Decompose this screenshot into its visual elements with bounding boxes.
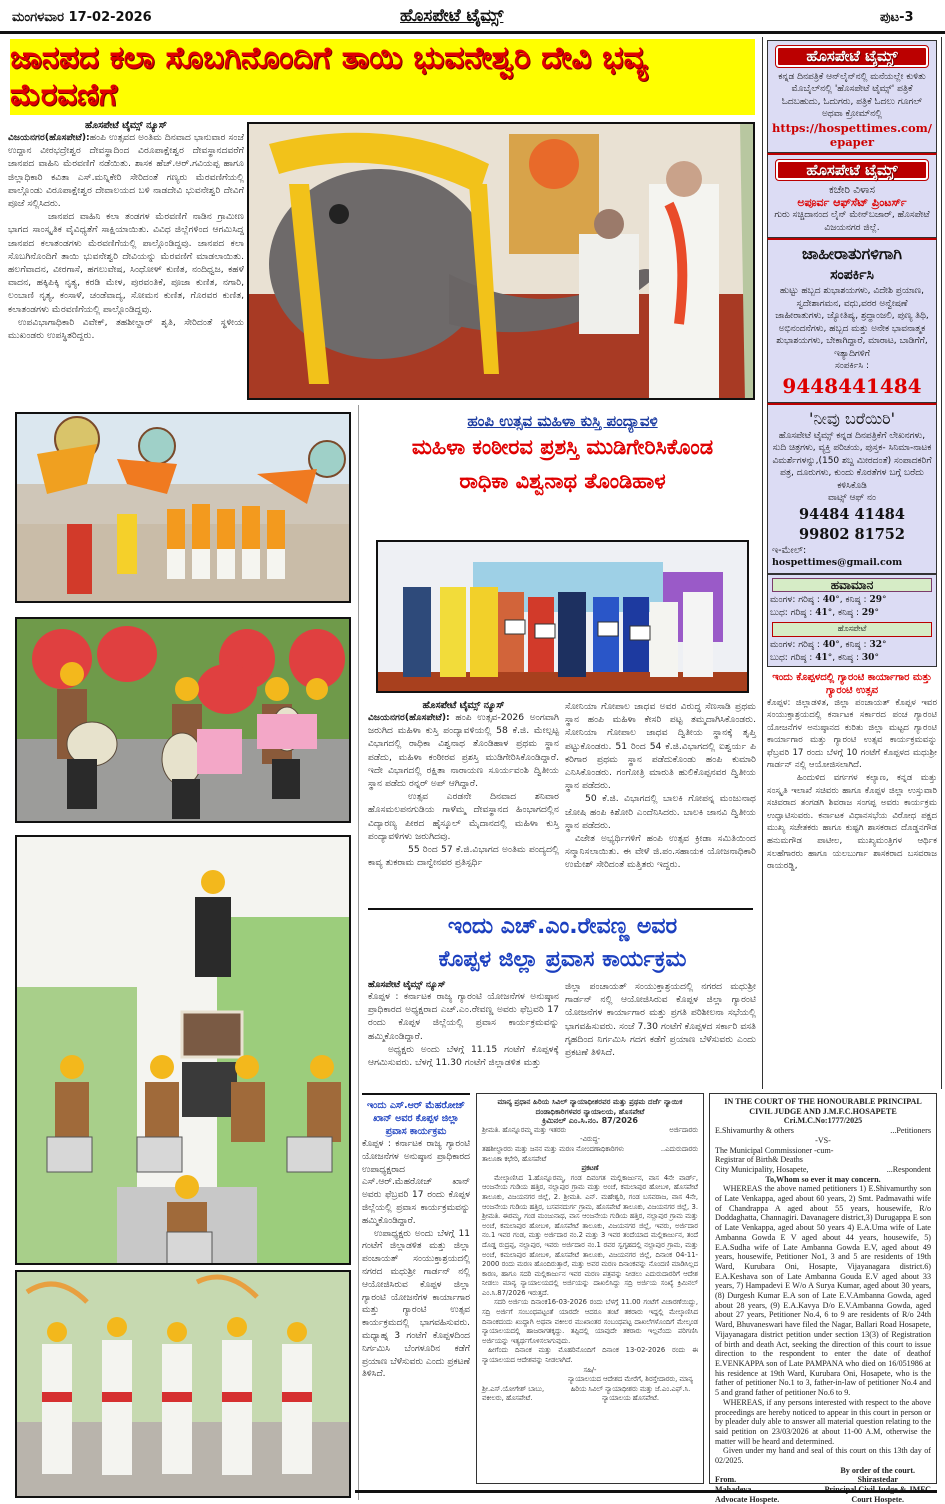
- page-bottom-rule: [355, 1490, 937, 1493]
- kn-sign-block: ನ್ಯಾಯಾಲಯದ ಆದೇಶದ ಮೇರೆಗೆ, ಶಿರಸ್ತೇದಾರರು, ಮಾನ್ಯ ಹಿರಿಯ ಸಿವಿಲ್ ನ್ಯಾಯಾಧೀಶರು ಮತ್ತು ಜೆ.ಎಂ.ಎಫ್.ಸಿ. ನ್ಯಾಯಾಲಯ ಹೊಸಪೇಟೆ.: [567, 1375, 694, 1403]
- separator: :: [806, 652, 816, 663]
- en-court-title-1: IN THE COURT OF THE HONOURABLE PRINCIPAL: [724, 1097, 922, 1106]
- lead-paragraph-2: ಜಾನಪದ ವಾಹಿನಿ ಕಲಾ ತಂಡಗಳ ಮೆರವಣಿಗೆ ನಾಡಿನ ಗ್ರಾಮೀಣ ಭಾಗದ ಸಾಂಸ್ಕೃತಿಕ ವೈವಿಧ್ಯತೆಗೆ ಸಾಕ್ಷಿಯಾಯಿತು. ವಿವಿಧ ಜಿಲ್ಲೆಗಳಿಂದ ಆಗಮಿಸಿದ್ದ ಜಾನಪದ ಕಲಾತಂಡಗಳು ಮೆರವಣಿಗೆಯಲ್ಲಿ ಪಾಲ್ಗೊಂಡಿದ್ದವು. ಜಾನಪದ ಕಲಾ ಸೊಬಗಿನೊಂದಿಗೆ ತಾಯಿ ಭುವನೇಶ್ವರಿ ದೇವಿಯನ್ನು ಮೆರವಣಿಗೆ ಮಾಡಲಾಯಿತು. ಹಲಗೆವಾದನ, ವೀರಗಾಸೆ, ಹಗಲುವೇಷ, ಸಿಂಧೋಳ್ ಕುಣಿತ, ನಂದಿಧ್ವಜ, ಕಹಳೆ ವಾದನ, ಹಕ್ಕಿಪಿಕ್ಕಿ ನೃತ್ಯ, ಕರಡಿ ಮೇಳ, ಪುರವಂತಿಕೆ, ಪೂಜಾ ಕುಣಿತ, ನಗಾರಿ, ಲಂಬಾಣಿ ನೃತ್ಯ, ಕಂಸಾಳೆ, ಚಂಡೆವಾದ್ಯ, ಸೋಮನ ಕುಣಿತ, ಗೊರವರ ಕುಣಿತ, ಕಲಾತಂಡಗಳು ಮೆರವಣಿಗೆಯಲ್ಲಿ ಪಾಲ್ಗೊಂಡಿದ್ದವು.: [8, 211, 244, 315]
- en-case-number: Cri.M.C.No:1777/2025: [783, 1116, 863, 1126]
- weather-min-label: ಕನಿಷ್ಠ: [845, 595, 861, 605]
- you-write-title: 'ನೀವು ಬರೆಯಿರಿ': [809, 408, 895, 428]
- wrestling-kicker: ಹಂಪಿ ಉತ್ಸವ ಮಹಿಳಾ ಕುಸ್ತಿ ಪಂದ್ಯಾವಳಿ: [467, 412, 658, 430]
- weather-min-label: ಕನಿಷ್ಠ: [837, 608, 854, 618]
- hospet-times-logo-2: ಹೊಸಪೇಟೆ ಟೈಮ್ಸ್: [776, 160, 928, 181]
- wrestling-paragraph-4: ಸೋನಿಯಾ ಗೋಪಾಲ ಜಾಧವ ಅವರ ವಿರುದ್ಧ ಸೆಣಸಾಡಿ ಪ್ರಥಮ ಸ್ಥಾನ ಹಂಪಿ ಮಹಿಳಾ ಕೇಸರಿ ಪಟ್ಟ ತಮ್ಮದಾಗಿಸಿಕೊಂಡರು. ಸೋನಿಯಾ ಗೋಪಾಲ ಜಾಧವ ದ್ವಿತೀಯ ಸ್ಥಾನಕ್ಕೆ ತೃಪ್ತಿ ಪಟ್ಟುಕೊಂಡರು. 51 ರಿಂದ 54 ಕೆ.ಜಿ.ವಿಭಾಗದಲ್ಲಿ ಐಶ್ವರ್ಯ ಪಿ ಕರಿಗಾರ ಪ್ರಥಮ ಸ್ಥಾನ ಪಡೆದುಕೊಂಡು ಹಂಪಿ ಕುಮಾರಿ ಎನಿಸಿಕೊಂಡರು. ಗಂಗೋತ್ರಿ ಮಾರುತಿ ಹುಲಿಕೊಪ್ಪನವರ ದ್ವಿತೀಯ ಸ್ಥಾನ ಪಡೆದರು.: [565, 701, 756, 792]
- banner-headline: ಜಾನಪದ ಕಲಾ ಸೊಬಗಿನೊಂದಿಗೆ ತಾಯಿ ಭುವನೇಶ್ವರಿ ದೇವಿ ಭವ್ಯ ಮೆರವಣಿಗೆ: [10, 39, 755, 115]
- email-address[interactable]: hospettimes@gmail.com: [772, 557, 903, 568]
- en-versus: -VS-: [815, 1135, 831, 1145]
- en-respondent-row: [715, 1165, 931, 1175]
- kn-petitioner: ಶ್ರೀಮತಿ. ಹೊನ್ನೂರಮ್ಮ ಮತ್ತು ಇತರರು: [482, 1125, 567, 1134]
- wrestling-p1-text: ಹಂಪಿ ಉತ್ಸವ-2026 ಅಂಗವಾಗಿ ಜರುಗಿದ ಮಹಿಳಾ ಕುಸ್ತಿ ಪಂದ್ಯಾವಳಿಯಲ್ಲಿ 58 ಕೆ.ಜಿ. ಮೇಲ್ಪಟ್ಟ ವಿಭಾಗದಲ್ಲಿ ರಾಧಿಕಾ ವಿಶ್ವನಾಥ ತೊಂಡಿಹಾಳ ಪ್ರಥಮ ಸ್ಥಾನ ಪಡೆದು, ಮಹಿಳಾ ಕಂಠೀರವ ಪ್ರಶಸ್ತಿ ಮುಡಿಗೇರಿಸಿಕೊಂಡಿದ್ದಾರೆ. ಇದೇ ವಿಭಾಗದಲ್ಲಿ ರಕ್ಷಿತಾ ನಾರಾಯಣ ಸೂರ್ಯವಂಶಿ ದ್ವಿತೀಯ ಸ್ಥಾನ ಪಡೆದು ರನ್ನರ್ ಅಪ್ ಆಗಿದ್ದಾರೆ.: [368, 712, 559, 790]
- photo-drummers: [15, 617, 351, 823]
- weather-day: ಮಂಗಳ: [770, 639, 793, 650]
- weather-row: [770, 652, 934, 665]
- degree-sign: °,: [827, 652, 838, 663]
- advertise-contact-title: ಸಂಪರ್ಕಿಸಿ: [830, 267, 874, 283]
- revanna-body: [368, 980, 756, 1069]
- revanna-column-1: [368, 980, 559, 1069]
- office-label: ಕಚೇರಿ ವಿಳಾಸ: [829, 184, 875, 196]
- en-order-2: Shirastedar: [857, 1475, 898, 1485]
- kannada-court-notice: [476, 1093, 704, 1484]
- human-tower-illustration: [17, 837, 351, 1265]
- kn-advocate: ಶ್ರೀ.ಎಸ್.ಯೋಗೇಶ್ ಬಾಬು, ವಕೀಲರು, ಹೊಸಪೇಟೆ.: [482, 1384, 545, 1403]
- kn-versus: -ವಿರುದ್ಧ-: [580, 1135, 600, 1144]
- kn-notice-body-1: ಮೇಲ್ಕಾಣಿಸಿದ 1.ಹೊನ್ನೂರಮ್ಮ, ಗಂಡ ದಿವಂಗತ ಮಲ್ಲಿಕಾರ್ಜುನ, ವಾಸ 4ನೇ ವಾರ್ಡ್, ಆಂಜನೇಯ ಗುಡಿಯ ಹತ್ತಿರ, ನಲ್ಲಾಪುರ ಗ್ರಾಮ ಮತ್ತು ಅಂಚೆ, ಕಮಲಾಪುರ ಹೋಬಳಿ, ಹೊಸಪೇಟೆ ತಾಲೂಕು, ವಿಜಯನಗರ ಜಿಲ್ಲೆ, 2. ಶ್ರೀಮತಿ. ಎನ್. ಮಹೇಶ್ವರಿ, ಗಂಡ ಬಸವರಾಜ, ವಾಸ 4ನೇ, ಆಂಜನೇಯ ಗುಡಿಯ ಹತ್ತಿರ, ಬಸವನದುರ್ಗ ಗ್ರಾಮ, ಹೊಸಪೇಟೆ ತಾಲೂಕು, ವಿಜಯನಗರ ಜಿಲ್ಲೆ, 3. ಶ್ರೀಮತಿ. ಈರಮ್ಮ, ಗಂಡ ಮಂಜುನಾಥ, ವಾಸ ಆಂಜನೇಯ ಗುಡಿಯ ಹತ್ತಿರ, ನಲ್ಲಾಪುರ ಗ್ರಾಮ ಮತ್ತು ಅಂಚೆ, ಕಮಲಾಪುರ ಹೋಬಳಿ, ಹೊಸಪೇಟೆ ತಾಲೂಕು, ವಿಜಯನಗರ ಜಿಲ್ಲೆ, ಇವರು, ಅರ್ಜಿದಾರ ನಂ.1 ಇವರ ಗಂಡ, ಮತ್ತು ಅರ್ಜಿದಾರ ನಂ.2 ಮತ್ತು 3 ಇವರ ತಂದೆಯಾದ ಮಲ್ಲಿಕಾರ್ಜುನ, ತಂದೆ ದೊಡ್ಡ ರುದ್ರಪ್ಪ, ನಲ್ಲಾಪುರ, ಇವರು ಅರ್ಜಿದಾರ ನಂ.1 ರವರ ಸ್ವಗೃಹದಲ್ಲಿ ನಲ್ಲಾಪುರ ಗ್ರಾಮ, ಮತ್ತು ಅಂಚೆ, ಕಮಲಾಪುರ ಹೋಬಳಿ, ಹೊಸಪೇಟೆ ತಾಲೂಕು, ವಿಜಯನಗರ ಜಿಲ್ಲೆ, ದಿನಾಂಕ 04-11-2000 ರಂದು ಮರಣ ಹೊಂದಿರುತ್ತಾರೆ, ಮತ್ತು ಅವರ ಮರಣ ದಿನಾಂಕವನ್ನು ನೊಂದಣಿ ಮಾಡಿಸಿಲ್ಲದ ಕಾರಣ, ಹಾಗೂ ಸದರಿ ಮಲ್ಲಿಕಾರ್ಜುನ ಇವರ ಮರಣ ಪತ್ರವನ್ನು ನೀಡಲು ಎದುರುದಾರರಿಗೆ ಆದೇಶ ನೀಡಲು ಮಾನ್ಯ ನ್ಯಾಯಾಲಯದಲ್ಲಿ ಅರ್ಜಿಯನ್ನು ದಾಖಲಿಸಿದ್ದು ಸದ್ರಿ ಅರ್ಜಿಯ ಸಂಖ್ಯೆ ಕ್ರಿಮಿನಲ್ ಎಂ.ಸಿ.87/2026 ಇರುತ್ತದೆ.: [482, 1173, 698, 1297]
- printer-name: ಅಪೂರ್ವ ಆಫ್‌ಸೆಟ್ ಪ್ರಿಂಟರ್ಸ್: [797, 195, 907, 209]
- weather-day: ಬುಧ: [770, 652, 785, 663]
- newspaper-title: ಹೊಸಪೇಟೆ ಟೈಮ್ಸ್: [400, 6, 504, 26]
- wrestling-headline-2: ರಾಧಿಕಾ ವಿಶ್ವನಾಥ ತೊಂಡಿಹಾಳ: [459, 469, 666, 493]
- photo-human-tower: [15, 835, 351, 1265]
- epaper-url-line-2[interactable]: epaper: [829, 134, 875, 149]
- en-petitioner-row: [715, 1126, 931, 1136]
- en-body-2: WHEREAS, if any persons interested with respect to the above proceedings are hereby noticed to appear in this court in person or by pleader duly able to answer all material question relating to the said petition on 23/03/2026 at about 11-00 A.M, otherwise the matter will be heard and determined.: [715, 1397, 931, 1446]
- en-petitioner: E.Shivamurthy & others: [715, 1126, 794, 1136]
- degree-sign: °,: [827, 608, 838, 618]
- en-order-4: Court Hospete.: [851, 1494, 905, 1504]
- separator: :: [813, 639, 823, 650]
- en-petitioner-role: ...Petitioners: [890, 1126, 931, 1136]
- weather-max-label: ಗರಿಷ್ಠ: [798, 639, 814, 650]
- en-respondent-role: ...Respondent: [886, 1164, 931, 1174]
- separator: :: [792, 639, 799, 650]
- weather-min: 29: [869, 595, 882, 605]
- wrestling-paragraph-1: [368, 711, 559, 790]
- kn-signature: ಸಹಿ/-: [583, 1365, 597, 1374]
- epaper-url-line-1[interactable]: https://hospettimes.com/: [772, 120, 933, 135]
- weather-max: 41: [815, 608, 828, 618]
- ad-epaper-text: ಕನ್ನಡ ದಿನಪತ್ರಿಕೆ ಆನ್‌ಲೈನ್‌ನಲ್ಲಿ ಮನೆಯಲ್ಲೇ ಕುಳಿತು ಮೊಬೈಲ್‌ನಲ್ಲಿ 'ಹೊಸಪೇಟೆ ಟೈಮ್ಸ್' ಪತ್ರಿಕೆ ಓದಬಹುದು, ಓದುಗರು, ಪತ್ರಿಕೆ ಓದಲು ಗೂಗಲ್ ಅಥವಾ ಕ್ರೋಮ್‌ನಲ್ಲಿ: [778, 71, 926, 119]
- degree-sign: °,: [835, 639, 846, 650]
- mehroz-paragraph-2: ಉಪಾಧ್ಯಕ್ಷರು ಅಂದು ಬೆಳಗ್ಗೆ 11 ಗಂಟೆಗೆ ಜಿಲ್ಲಾಡಳಿತ ಮತ್ತು ಜಿಲ್ಲಾ ಪಂಚಾಯತ್ ಸಂಯುಕ್ತಾಶ್ರಯದಲ್ಲಿ ನಗರದ ಮಧುಶ್ರೀ ಗಾರ್ಡನ್ ನಲ್ಲಿ ಆಯೋಜಿಸಿರುವ ಕೊಪ್ಪಳ ಜಿಲ್ಲಾ ಗ್ಯಾರಂಟಿ ಯೋಜನೆಗಳ ಕಾರ್ಯಾಗಾರ ಮತ್ತು ಗ್ಯಾರಂಟಿ ಉತ್ಸವ ಕಾರ್ಯಕ್ರಮದಲ್ಲಿ ಭಾಗವಹಿಸುವರು. ಮಧ್ಯಾಹ್ನ 3 ಗಂಟೆಗೆ ಕೊಪ್ಪಳದಿಂದ ನಿರ್ಗಮಿಸಿ ಬೆಂಗಳೂರಿನ ಕಡೆಗೆ ಪ್ರಯಾಣ ಬೆಳೆಸುವರು ಎಂದು ಪ್ರಕಟಣೆ ತಿಳಿಸಿದೆ.: [362, 1228, 470, 1380]
- weather-max: 40: [822, 639, 836, 650]
- en-body-3: Given under my hand and seal of this court on this 13th day of 02/2025.: [715, 1446, 931, 1466]
- photo-dancers-white: [15, 1270, 351, 1498]
- revanna-column-2: [565, 980, 756, 1069]
- advertise-contact-label: ಸಂಪರ್ಕಿಸಿ :: [834, 361, 870, 371]
- en-order-1: By order of the court.: [840, 1465, 916, 1475]
- separator: :: [792, 595, 799, 605]
- kn-respondent-role: ..ಎದುರುದಾರರು: [660, 1144, 698, 1153]
- whatsapp-number-1[interactable]: 94484 41484: [799, 505, 905, 523]
- weather-title: ಹವಾಮಾನ: [772, 578, 932, 593]
- page-number: ಪುಟ-3: [880, 10, 914, 25]
- en-court-title-2: CIVIL JUDGE AND J.M.F.C.HOSAPETE: [749, 1106, 897, 1116]
- guarantee-paragraph-2: ಹಿಂದುಳಿದ ವರ್ಗಗಳ ಕಲ್ಯಾಣ, ಕನ್ನಡ ಮತ್ತು ಸಂಸ್ಕೃತಿ ಇಲಾಖೆ ಸಚಿವರು ಹಾಗೂ ಕೊಪ್ಪಳ ಜಿಲ್ಲಾ ಉಸ್ತುವಾರಿ ಸಚಿವರಾದ ತಂಗಡಗಿ ಶಿವರಾಜ ಸಂಗಪ್ಪ ಅವರು ಕಾರ್ಯಕ್ರಮ ಉದ್ಘಾಟಿಸುವರು. ಕರ್ನಾಟಕ ವಿಧಾನಸಭೆಯ ವಿರೋಧ ಪಕ್ಷದ ಮುಖ್ಯ ಸಚೇತಕರು ಹಾಗೂ ಕುಷ್ಟಗಿ ಶಾಸಕರಾದ ದೊಡ್ಡನಗೌಡ ಹನುಮಗೌಡ ಪಾಟೀಲ, ಮುಖ್ಯಮಂತ್ರಿಗಳ ಆರ್ಥಿಕ ಸಲಹೆಗಾರರು ಹಾಗೂ ಯಲಬುರ್ಗಾ ಶಾಸಕರಾದ ಬಸವರಾಜ ರಾಯರಡ್ಡಿ,: [767, 773, 937, 872]
- degree-sign: °: [881, 639, 887, 650]
- en-respondent-2: Registrar of Birth& Deaths: [715, 1155, 803, 1165]
- folk-troupe-illustration: [17, 414, 351, 603]
- lead-paragraph-1: [8, 131, 244, 210]
- lead-story: [8, 120, 244, 342]
- weather-max: 41: [815, 652, 828, 663]
- wrestling-paragraph-3: 55 ರಿಂದ 57 ಕೆ.ಜಿ.ವಿಭಾಗದ ಅಂತಿಮ ಪಂದ್ಯದಲ್ಲಿ ಕಾವ್ಯ ತುಕರಾಮ ದಾನ್ವೇನವರ ಪ್ರತಿಸ್ಪರ್ಧಿ: [368, 844, 559, 869]
- photo-folk-troupe-flags: [15, 412, 351, 603]
- lead-byline: ಹೊಸಪೇಟೆ ಟೈಮ್ಸ್ ನ್ಯೂಸ್: [85, 120, 167, 131]
- you-write-text: ಹೊಸಪೇಟೆ ಟೈಮ್ಸ್ ಕನ್ನಡ ದಿನಪತ್ರಿಕೆಗೆ ಲೇಖನಗಳು, ಸುದಿ ಚಿತ್ರಗಳು, ವ್ಯಕ್ತಿ ಪರಿಚಯ, ಪುಸ್ತಕ- ಸಿನಿಮಾ-ನಾಟಕ ವಿಮರ್ಶೆಗಳನ್ನು,(150 ಶಬ್ದ ಮೀರದಂತೆ) ಸಂಪಾದಕರಿಗೆ ಪತ್ರ, ದೂರುಗಳು, ಕುಂದು ಕೊರತೆಗಳ ಬಗ್ಗೆ ಬರೆದು ಕಳಿಸಿಕೊಡಿ: [772, 430, 932, 491]
- weather-row: [770, 607, 934, 620]
- en-from-1: From.: [715, 1475, 737, 1485]
- weather-box: [767, 574, 937, 667]
- wrestling-paragraph-2: ಉತ್ಸವ ಎರಡನೇ ದಿನವಾದ ಶನಿವಾರ ಹೊಸಮಲಪನಗುಡಿಯ ಗಾಳೆಮ್ಮ ದೇವಸ್ಥಾನದ ಹಿಂಭಾಗದಲ್ಲಿನ ವಿದ್ಯಾರಣ್ಯ ಪೀಠದ ಹೈಸ್ಕೂಲ್ ಮೈದಾನದಲ್ಲಿ ಮಹಿಳಾ ಕುಸ್ತಿ ಪಂದ್ಯಾವಳಿಗಳು ಜರುಗಿದವು.: [368, 791, 559, 842]
- kn-case-number: ಕ್ರಿಮಿನಲ್ ಎಂ.ಸಿ.ನಂ. 87/2026: [542, 1116, 638, 1126]
- weather-min-label: ಕನಿಷ್ಠ: [845, 639, 861, 650]
- lead-p1-text: ಹಂಪಿ ಉತ್ಸವದ ಅಂತಿಮ ದಿನವಾದ ಭಾನುವಾರ ಸಂಜೆ ಉದ್ದಾನ ವೀರಭದ್ರೇಶ್ವರ ದೇವಸ್ಥಾದಿಂದ ವಿರೂಪಾಕ್ಷೇಶ್ವರ ದೇವಸ್ಥಾನದವರೆಗೆ ಜಾನಪದ ವಾಹಿನಿ ಮೆರವಣಿಗೆ ನಡೆಯಿತು. ಶಾಸಕ ಹೆಚ್.ಆರ್.ಗವಿಯಪ್ಪ ಹಾಗೂ ಜಿಲ್ಲಾಧಿಕಾರಿ ಕವಿತಾ ಎಸ್.ಮನ್ನಿಕೇರಿ ಸೇರಿದಂತೆ ಗಣ್ಯರು ಮೆರವಣಿಗೆಯಲ್ಲಿ ಪಾಲ್ಗೊಂಡು ವಿರೂಪಾಕ್ಷೇಶ್ವರ ದೇವಾಲಯದ ಬಳಿ ನಾಡದೇವಿ ಭುವನೇಶ್ವರಿ ದೇವಿಗೆ ಪೂಜೆ ಸಲ್ಲಿಸಿದರು.: [8, 132, 244, 210]
- hospet-times-logo: ಹೊಸಪೇಟೆ ಟೈಮ್ಸ್: [776, 46, 928, 67]
- degree-sign: °,: [835, 595, 846, 605]
- revanna-paragraph-3: ಜಿಲ್ಲಾ ಪಂಚಾಯತ್ ಸಂಯುಕ್ತಾಶ್ರಯದಲ್ಲಿ ನಗರದ ಮಧುಶ್ರೀ ಗಾರ್ಡನ್ ನಲ್ಲಿ ಆಯೋಜಿಸಿರುವ ಕೊಪ್ಪಳ ಜಿಲ್ಲಾ ಗ್ಯಾರಂಟಿ ಯೋಜನೆಗಳ ಕಾರ್ಯಾಗಾರ ಮತ್ತು ಪ್ರಗತಿ ಪರಿಶೀಲನಾ ಸಭೆಯಲ್ಲಿ ಭಾಗವಹಿಸುವರು. ಸಂಜೆ 7.30 ಗಂಟೆಗೆ ಕೊಪ್ಪಳದ ಸರ್ಕಾರಿ ವಸತಿ ಗೃಹದಿಂದ ನಿರ್ಗಮಿಸಿ ಗದಗ ಕಡೆಗೆ ಪ್ರಯಾಣ ಬೆಳೆಸುವರು ಎಂದು ಪ್ರಕಟಣೆ ತಿಳಿಸಿದೆ.: [565, 981, 756, 1059]
- guarantee-headline: ಇಂದು ಕೊಪ್ಪಳದಲ್ಲಿ ಗ್ಯಾರಂಟಿ ಕಾರ್ಯಾಗಾರ ಮತ್ತು ಗ್ಯಾರಂಟಿ ಉತ್ಸವ: [772, 671, 932, 696]
- weather-city: ಹೊಸಪೇಟೆ: [772, 622, 932, 637]
- guarantee-paragraph-1: ಕೊಪ್ಪಳ: ಜಿಲ್ಲಾಡಳಿತ, ಜಿಲ್ಲಾ ಪಂಚಾಯತ್ ಕೊಪ್ಪಳ ಇವರ ಸಂಯುಕ್ತಾಶ್ರಯದಲ್ಲಿ ಕರ್ನಾಟಕ ಸರ್ಕಾರದ ಪಂಚ ಗ್ಯಾರಂಟಿ ಯೋಜನೆಗಳ ಅನುಷ್ಠಾನದ ಕುರಿತು ಜಿಲ್ಲಾ ಮಟ್ಟದ ಗ್ಯಾರಂಟಿ ಕಾರ್ಯಾಗಾರ ಮತ್ತು ಗ್ಯಾರಂಟಿ ಉತ್ಸವ ಕಾರ್ಯಕ್ರಮವನ್ನು ಫೆಬ್ರವರಿ 17 ರಂದು ಬೆಳಗ್ಗೆ 10 ಗಂಟೆಗೆ ಕೊಪ್ಪಳದ ಮಧುಶ್ರೀ ಗಾರ್ಡನ್ ನಲ್ಲಿ ಆಯೋಜಿಸಲಾಗಿದೆ.: [767, 697, 937, 771]
- kn-notice-body-3: ಹೀಗೆಂದು ದಿನಾಂಕ ಮತ್ತು ಮೊಹರಿನೊಂದಿಗೆ ದಿನಾಂಕ 13-02-2026 ರಂದು ಈ ನ್ಯಾಯಾಲಯದ ಆದೇಶವನ್ನು ನೀಡಲಾಗಿದೆ.: [482, 1346, 698, 1365]
- column-divider: [358, 405, 359, 1500]
- mehroz-story: [362, 1093, 470, 1381]
- wrestling-byline: ಹೊಸಪೇಟೆ ಟೈಮ್ಸ್ ನ್ಯೂಸ್: [422, 700, 505, 711]
- lead-dateline: ವಿಜಯನಗರ(ಹೊಸಪೇಟೆ):: [8, 132, 90, 143]
- weather-city-rows: [770, 639, 934, 665]
- mehroz-paragraph-1: ಕೊಪ್ಪಳ : ಕರ್ನಾಟಕ ರಾಜ್ಯ ಗ್ಯಾರಂಟಿ ಯೋಜನೆಗಳ ಅನುಷ್ಠಾನ ಪ್ರಾಧಿಕಾರದ ಉಪಾಧ್ಯಕ್ಷರಾದ ಎಸ್.ಆರ್.ಮೆಹರೋಜ್ ಖಾನ್ ಅವರು ಫೆಬ್ರವರಿ 17 ರಂದು ಕೊಪ್ಪಳ ಜಿಲ್ಲೆಯಲ್ಲಿ ಪ್ರವಾಸ ಕಾರ್ಯಕ್ರಮವನ್ನು ಹಮ್ಮಿಕೊಂಡಿದ್ದಾರೆ.: [362, 1139, 470, 1226]
- revanna-headline-1: ಇಂದು ಎಚ್.ಎಂ.ರೇವಣ್ಣ ಅವರ: [447, 914, 678, 939]
- en-body-1: WHEREAS the above named petitioners 1) E.Shivamurthy son of Late Venkappa, aged about 60 years, 2) Smt. Padmavathi wife of Chandrappa A aged about 55 years, housewife, R/o Doddaghatta, Channagiri. Davanagere district,3) Durugappa E son of Late Venkappa, aged about 50 years 4) E.A.Uma wife of Late Ambanna Gowda E V aged about 44 years, housewife, 5) E.A.Sudha wife of Late Ambanna Gowda E.V, aged about 49 years, housewife, Petitioner No1, 3 and 5 are residents of 19th Ward, Kurubara Oni, Hosapte, Vijayanagara district.6) E.A.Keshava son of Late Ambanna Gouda E.V aged about 33 years, 7) Hampadevi E W/o A Surya Kumar, aged about 30 years, (8) Durgesh Kumar E.A son of Late E.V.Ambanna Gowda, aged about 28 years, (9) E.A.Kavya D/o E.V.Ambanna Gowda, aged about 27 years, Petitioner No.4, 6 to 9 are residents of R/o 24th Ward, Bhuvaneswari have filed the Nagar, Ballari Road Hosapete, Vijayanagara district petition under section 13(3) of Registration of birth and death Act, seeking the direction of this court to issue direction to the respondent to enter the date of deathof E.VENKAPPA son of Late PAMPANA who died on 16/051986 at his residence at 19th Ward, Kurubara Oni, Hosapete, who is the father of petitioner No.1 to 3, father-in-law of petitioner No.4 and 5 and grand father of petitioner No.6 to 9.: [715, 1184, 931, 1398]
- en-to-whom: To,Whom so ever it may concern.: [765, 1174, 881, 1184]
- masthead: [0, 0, 945, 34]
- email-label: ಇ-ಮೇಲ್:: [772, 544, 807, 556]
- mehroz-headline: ಇಂದು ಎಸ್.ಆರ್ ಮೆಹರೋಜ್ ಖಾನ್ ಅವರ ಕೊಪ್ಪಳ ಜಿಲ್ಲಾ ಪ್ರವಾಸ ಕಾರ್ಯಕ್ರಮ: [366, 1100, 466, 1137]
- ad-epaper: [767, 40, 937, 153]
- guarantee-story: [767, 671, 937, 873]
- weather-min: 32: [869, 639, 882, 650]
- revanna-headline-2: ಕೊಪ್ಪಳ ಜಿಲ್ಲಾ ಪ್ರವಾಸ ಕಾರ್ಯಕ್ರಮ: [438, 947, 687, 972]
- kn-petitioner-role: ಅರ್ಜಿದಾರರು: [669, 1125, 698, 1134]
- weather-max-label: ಗರಿಷ್ಠ: [798, 595, 814, 605]
- weather-day: ಮಂಗಳ: [770, 595, 793, 605]
- separator: :: [813, 595, 823, 605]
- weather-min: 29: [861, 608, 875, 618]
- kn-notice-heading: ಪ್ರಕಟಣೆ: [581, 1164, 599, 1173]
- separator: :: [853, 608, 862, 618]
- revanna-byline: ಹೊಸಪೇಟೆ ಟೈಮ್ಸ್ ನ್ಯೂಸ್: [368, 980, 446, 990]
- separator: :: [853, 652, 862, 663]
- separator: :: [806, 608, 816, 618]
- issue-date: ಮಂಗಳವಾರ 17-02-2026: [12, 10, 152, 25]
- wrestling-body: [368, 700, 756, 872]
- en-sign-row: [715, 1466, 931, 1504]
- degree-sign: °: [874, 652, 879, 663]
- weather-row: [770, 639, 934, 652]
- wrestling-headline-1: ಮಹಿಳಾ ಕಂಠೀರವ ಪ್ರಶಸ್ತಿ ಮುಡಿಗೇರಿಸಿಕೊಂಡ: [411, 435, 714, 459]
- ad-advertise: [767, 238, 937, 403]
- lead-paragraph-3: ಉಪವಿಭಾಗಾಧಿಕಾರಿ ವಿವೇಕ್, ತಹಶೀಲ್ದಾರ್ ಶೃತಿ, ಸೇರಿದಂತೆ ಸ್ಥಳೀಯ ಮುಖಂಡರು ಉಪಸ್ಥಿತರಿದ್ದರು.: [8, 316, 244, 342]
- whatsapp-number-2[interactable]: 99802 81752: [799, 525, 905, 543]
- separator: :: [784, 608, 791, 618]
- english-court-notice: [709, 1093, 937, 1504]
- photo-elephant-procession: [247, 122, 755, 400]
- wrestling-story: [365, 412, 760, 498]
- kn-notice-body-2: ಸದರಿ ಅರ್ಜಿಯ ದಿನಾಂಕ16-03-2026 ರಂದು ಬೆಳಗ್ಗೆ 11.00 ಗಂಟೆಗೆ ವಿಚಾರಣೆಯಿದ್ದು, ಸದ್ರಿ ಅರ್ಜಿಗೆ ಸಂಬಂಧಪಟ್ಟಂತೆ ಯಾರದೇ ಆದರೂ ತಂಟೆ ತಕರಾರು ಇದ್ದಲ್ಲಿ ಮೇಲ್ಕಾಣಿಸಿದ ದಿನಾಂಕದಂದು ಖುದ್ದಾಗಿ ಅಥವಾ ವಕೀಲರ ಮುಖಾಂತರ ಸಂಬಂಧಪಟ್ಟ ದಾಖಲೆಗಳೊಂದಿಗೆ ಮೇಲ್ಕಂಡ ನ್ಯಾಯಾಲಯದಲ್ಲಿ ಹಾಜರಾಗತಕ್ಕದ್ದು. ತಪ್ಪಿದಲ್ಲಿ ಯಾವುದೇ ತಕರಾರು ಇಲ್ಲವೆಂದು ಪರಿಗಣಿಸಿ ಅರ್ಜಿಯನ್ನು ಇತ್ಯರ್ಥಗೊಳಿಸಲಾಗುವುದು.: [482, 1298, 698, 1345]
- wrestling-column-2: [565, 700, 756, 872]
- kn-sign-row: [482, 1375, 698, 1404]
- sidebar: [762, 37, 942, 1089]
- wrestlers-illustration: [378, 542, 749, 693]
- wrestling-paragraph-6: ವಿಜೇತ ಅಭ್ಯರ್ಥಿಗಳಿಗೆ ಹಂಪಿ ಉತ್ಸವ ಕ್ರೀಡಾ ಸಮಿತಿಯಿಂದ ಸನ್ಮಾನಿಸಲಾಯಿತು. ಈ ವೇಳೆ ಜಿ.ಪಂ.ಸಹಾಯಕ ಯೋಜನಾಧಿಕಾರಿ ಉಮೇಶ್ ಸೇರಿದಂತೆ ಮತ್ತಿತರು ಇದ್ದರು.: [565, 833, 756, 871]
- revanna-paragraph-1: ಕೊಪ್ಪಳ : ಕರ್ನಾಟಕ ರಾಜ್ಯ ಗ್ಯಾರಂಟಿ ಯೋಜನೆಗಳ ಅನುಷ್ಠಾನ ಪ್ರಾಧಿಕಾರದ ಅಧ್ಯಕ್ಷರಾದ ಎಚ್.ಎಂ.ರೇವಣ್ಣ ಅವರು ಫೆಬ್ರವರಿ 17 ರಂದು ಕೊಪ್ಪಳ ಜಿಲ್ಲೆಯಲ್ಲಿ ಪ್ರವಾಸ ಕಾರ್ಯಕ್ರಮವನ್ನು ಹಮ್ಮಿಕೊಂಡಿದ್ದಾರೆ.: [368, 991, 559, 1042]
- kn-respondent: ತಹಶೀಲ್ದಾರರು ಮತ್ತು ಜನನ ಮತ್ತು ಮರಣ ನೋಂದಣಾಧಿಕಾರಿಗಳು ತಾಲೂಕಾ ಕಛೇರಿ, ಹೊಸಪೇಟೆ: [482, 1144, 624, 1163]
- advertise-text: ಹುಟ್ಟು ಹಬ್ಬದ ಶುಭಾಶಯಗಳು, ವಿದೇಶಿ ಪ್ರಯಾಣ, ಸ್ವದೇಶಾಗಮನ, ವಧು,ವರರ ಅನ್ವೇಷಣೆ ಜಾಹೀರಾತುಗಳು, ಜ್ಯೋತಿಷ್ಯ, ಶ್ರದ್ಧಾಂಜಲಿ, ಪುಣ್ಯ ತಿಥಿ, ಅಭಿನಂದನೆಗಳು, ಹಬ್ಬದ ಮತ್ತು ಅನೇಕ ಭಾವನಾತ್ಮಕ ಶುಭಾಶಯಗಳು, ಬೇಕಾಗಿದ್ದಾರೆ, ಮಾರಾಟ, ಬಾಡಿಗೆಗೆ, ಇತ್ಯಾದಿಗಳಿಗೆ: [775, 286, 929, 359]
- wrestling-column-1: [368, 700, 559, 872]
- office-address: ಗುರು ಸಚ್ಚಿದಾನಂದ ಲೈನ್ ಮೇನ್‌ಬಜಾರ್, ಹೊಸಪೇಟೆ ವಿಜಯನಗರ ಜಿಲ್ಲೆ.: [774, 210, 930, 233]
- whatsapp-label: ವಾಟ್ಸ್ ಆಫ್ ನಂ: [828, 493, 876, 503]
- wrestling-dateline: ವಿಜಯನಗರ(ಹೊಸಪೇಟೆ):: [368, 712, 450, 723]
- advertise-phone[interactable]: 9448441484: [782, 373, 922, 398]
- ad-you-write: [767, 403, 937, 574]
- weather-min-label: ಕನಿಷ್ಠ: [837, 652, 854, 663]
- kn-court-title: ಮಾನ್ಯ ಪ್ರಧಾನ ಹಿರಿಯ ಸಿವಿಲ್ ನ್ಯಾಯಾಧೀಶರವರ ಮತ್ತು ಪ್ರಥಮ ದರ್ಜೆ ನ್ಯಾಯಿಕ ದಂಡಾಧಿಕಾರಿಗಳವರ ನ್ಯಾಯಾಲಯ, ಹೊಸಪೇಟೆ: [497, 1097, 683, 1116]
- weather-max-label: ಗರಿಷ್ಠ: [790, 608, 807, 618]
- en-respondent-1: The Municipal Commissioner -cum-: [715, 1145, 834, 1155]
- en-order-block: [824, 1466, 931, 1504]
- elephant-illustration: [249, 124, 755, 400]
- weather-min: 30: [861, 652, 875, 663]
- degree-sign: °: [881, 595, 887, 605]
- en-from-3: Advocate Hospete.: [715, 1494, 780, 1504]
- dancers-illustration: [17, 1272, 351, 1498]
- wrestling-paragraph-5: 50 ಕೆ.ಜಿ. ವಿಭಾಗದಲ್ಲಿ ಬಾಲಕಿ ಗೋಪನ್ನ ಮಂಜುನಾಥ ಜೋಷಿ ಹಂಪಿ ಕಿಶೋರಿ ಎಂದೆನಿಸಿದರು. ಬಾಲಕಿ ಜಾನವಿ ದ್ವಿತೀಯ ಸ್ಥಾನ ಪಡೆದರು.: [565, 793, 756, 831]
- en-respondent-3: City Municipality, Hosapete,: [715, 1164, 809, 1174]
- revanna-paragraph-2: ಅಧ್ಯಕ್ಷರು ಅಂದು ಬೆಳಗ್ಗೆ 11.15 ಗಂಟೆಗೆ ಕೊಪ್ಪಳಕ್ಕೆ ಆಗಮಿಸುವರು. ಬೆಳಗ್ಗೆ 11.30 ಗಂಟೆಗೆ ಜಿಲ್ಲಾಡಳಿತ ಮತ್ತು: [368, 1043, 559, 1069]
- separator: :: [860, 639, 870, 650]
- weather-row: [770, 594, 934, 607]
- weather-max-label: ಗರಿಷ್ಠ: [790, 652, 807, 663]
- revanna-story: [365, 910, 760, 976]
- separator: :: [784, 652, 791, 663]
- email-line: [772, 545, 932, 570]
- kn-petitioner-row: [482, 1126, 698, 1136]
- advertise-title: ಜಾಹೀರಾತುಗಳಿಗಾಗಿ: [801, 244, 903, 263]
- kn-respondent-row: [482, 1145, 698, 1164]
- weather-day: ಬುಧ: [770, 608, 785, 618]
- drummers-illustration: [17, 619, 351, 823]
- degree-sign: °: [874, 608, 879, 618]
- photo-wrestlers-award: [376, 540, 749, 693]
- ad-office: [767, 153, 937, 239]
- separator: :: [860, 595, 870, 605]
- weather-rows: [770, 594, 934, 620]
- weather-max: 40: [822, 595, 836, 605]
